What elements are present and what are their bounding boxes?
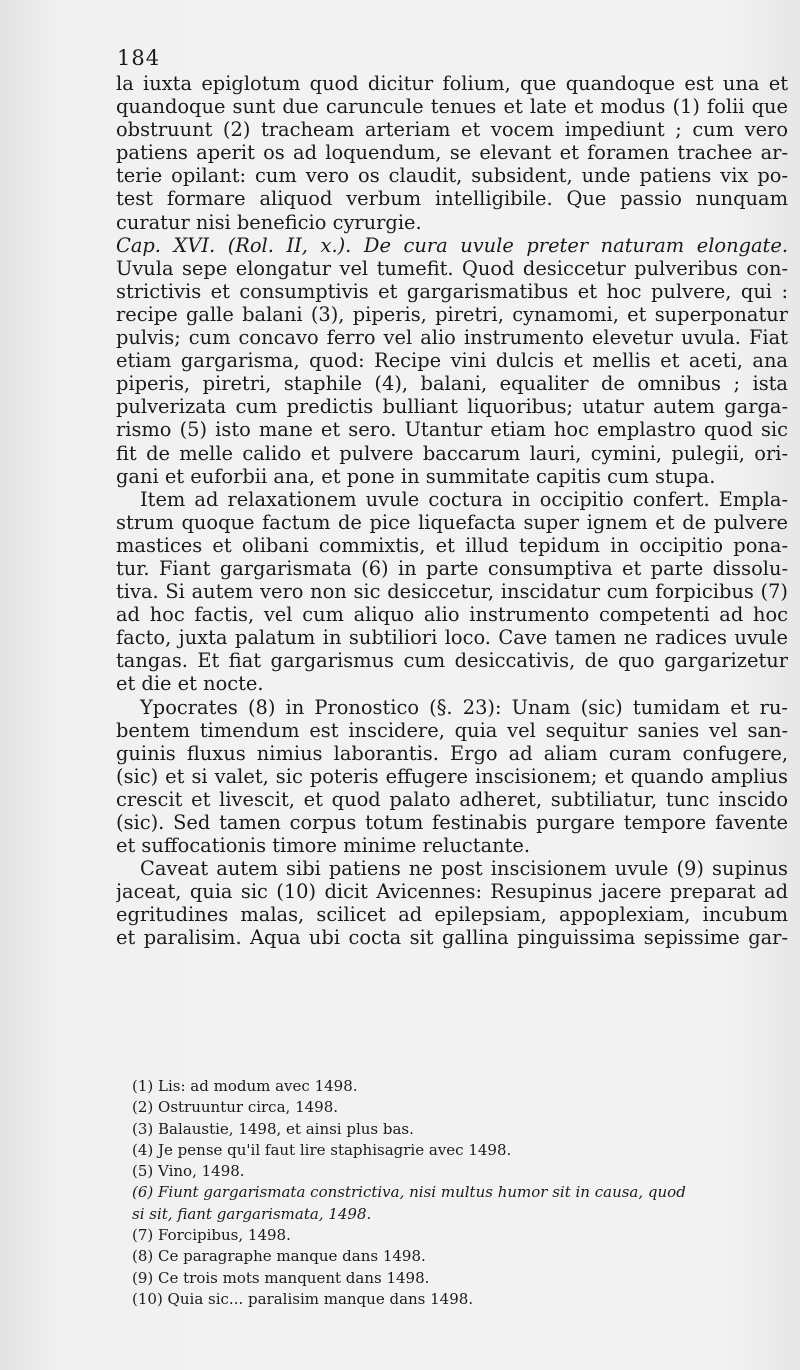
text-line: Caveat autem sibi patiens ne post inscisionem uvule (9) supinus	[140, 857, 788, 881]
text-line: terie opilant: cum vero os claudit, subsident, unde patiens vix po-	[116, 164, 788, 188]
footnote: (8) Ce paragraphe manque dans 1498.	[132, 1247, 426, 1266]
text-line: (sic) et si valet, sic poteris effugere inscisionem; et quando amplius	[116, 764, 788, 788]
text-line: ad hoc factis, vel cum aliquo alio instrumento competenti ad hoc	[116, 603, 788, 627]
text-line: obstruunt (2) tracheam arteriam et vocem impediunt ; cum vero	[116, 118, 788, 142]
footnote: (1) Lis: ad modum avec 1498.	[132, 1077, 358, 1095]
footnote: (7) Forcipibus, 1498.	[132, 1226, 291, 1245]
footnote: (4) Je pense qu'il faut lire staphisagrie avec 1498.	[132, 1140, 512, 1159]
text-line: et die et nocte.	[116, 672, 264, 696]
footnote: (10) Quia sic... paralisim manque dans 1498.	[132, 1289, 474, 1308]
footnote: (9) Ce trois mots manquent dans 1498.	[132, 1268, 430, 1287]
text-line: guinis fluxus nimius laborantis. Ergo ad aliam curam confugere,	[116, 741, 788, 765]
text-line: patiens aperit os ad loquendum, se elevant et foramen trachee ar-	[116, 141, 788, 165]
text-line: egritudines malas, scilicet ad epilepsiam, appoplexiam, incubum	[116, 903, 788, 927]
footnote: (6) Fiunt gargarismata constrictiva, nisi multus humor sit in causa, quod	[132, 1183, 686, 1202]
text-line: etiam gargarisma, quod: Recipe vini dulcis et mellis et aceti, ana	[116, 349, 788, 373]
text-line: piperis, piretri, staphile (4), balani, equaliter de omnibus ; ista	[116, 372, 788, 396]
text-line: curatur nisi beneficio cyrurgie.	[116, 210, 422, 234]
text-line: Item ad relaxationem uvule coctura in occipitio confert. Empla-	[140, 487, 788, 511]
text-line: test formare aliquod verbum intelligibile. Que passio nunquam	[116, 187, 788, 211]
text-line: fit de melle calido et pulvere baccarum lauri, cymini, pulegii, ori-	[116, 441, 788, 465]
text-line: (sic). Sed tamen corpus totum festinabis purgare tempore favente	[116, 811, 788, 834]
text-line: jaceat, quia sic (10) dicit Avicennes: Resupinus jacere preparat ad	[116, 880, 788, 904]
text-line: Ypocrates (8) in Pronostico (§. 23): Unam (sic) tumidam et ru-	[140, 695, 788, 719]
text-line: et suffocationis timore minime reluctante.	[116, 834, 531, 858]
text-line: la iuxta epiglotum quod dicitur folium, que quandoque est una et	[116, 72, 788, 95]
page-number: 184	[117, 46, 161, 70]
text-line: pulverizata cum predictis bulliant liquoribus; utatur autem garga-	[116, 395, 788, 419]
footnote: (3) Balaustie, 1498, et ainsi plus bas.	[132, 1119, 414, 1138]
text-line: mastices et olibani commixtis, et illud tepidum in occipitio pona-	[116, 533, 788, 557]
text-line: tiva. Si autem vero non sic desiccetur, inscidatur cum forpicibus (7)	[116, 580, 788, 604]
footnotes	[132, 1076, 762, 1310]
main-text	[116, 72, 788, 950]
text-line: pulvis; cum concavo ferro vel alio instrumento elevetur uvula. Fiat	[116, 326, 788, 350]
footnote: (2) Ostruuntur circa, 1498.	[132, 1098, 339, 1117]
footnote: (5) Vino, 1498.	[132, 1162, 245, 1181]
text-line: et paralisim. Aqua ubi cocta sit gallina pinguissima sepissime gar-	[116, 926, 788, 950]
text-line: rismo (5) isto mane et sero. Utantur etiam hoc emplastro quod sic	[116, 418, 788, 442]
text-line: quandoque sunt due caruncule tenues et late et modus (1) folii que	[116, 95, 788, 119]
text-line: facto, juxta palatum in subtiliori loco. Cave tamen ne radices uvule	[116, 626, 788, 650]
text-line: bentem timendum est inscidere, quia vel sequitur sanies vel san-	[116, 718, 788, 742]
text-line: tur. Fiant gargarismata (6) in parte consumptiva et parte dissolu-	[116, 556, 788, 580]
text-line: strum quoque factum de pice liquefacta super ignem et de pulvere	[116, 510, 788, 534]
text-line: strictivis et consumptivis et gargarismatibus et hoc pulvere, qui :	[116, 279, 788, 303]
chapter-heading: Cap. XVI. (Rol. II, x.). De cura uvule preter naturam elongate.	[116, 233, 788, 257]
text-line: recipe galle balani (3), piperis, piretri, cynamomi, et superponatur	[116, 302, 788, 326]
text-line: tangas. Et fiat gargarismus cum desiccativis, de quo gargarizetur	[116, 649, 788, 673]
text-line: Uvula sepe elongatur vel tumefit. Quod desiccetur pulveribus con-	[116, 256, 788, 280]
text-line: gani et euforbii ana, et pone in summitate capitis cum stupa.	[116, 464, 716, 488]
footnote: si sit, fiant gargarismata, 1498.	[132, 1204, 372, 1223]
text-line: crescit et livescit, et quod palato adheret, subtiliatur, tunc inscido	[116, 787, 788, 811]
